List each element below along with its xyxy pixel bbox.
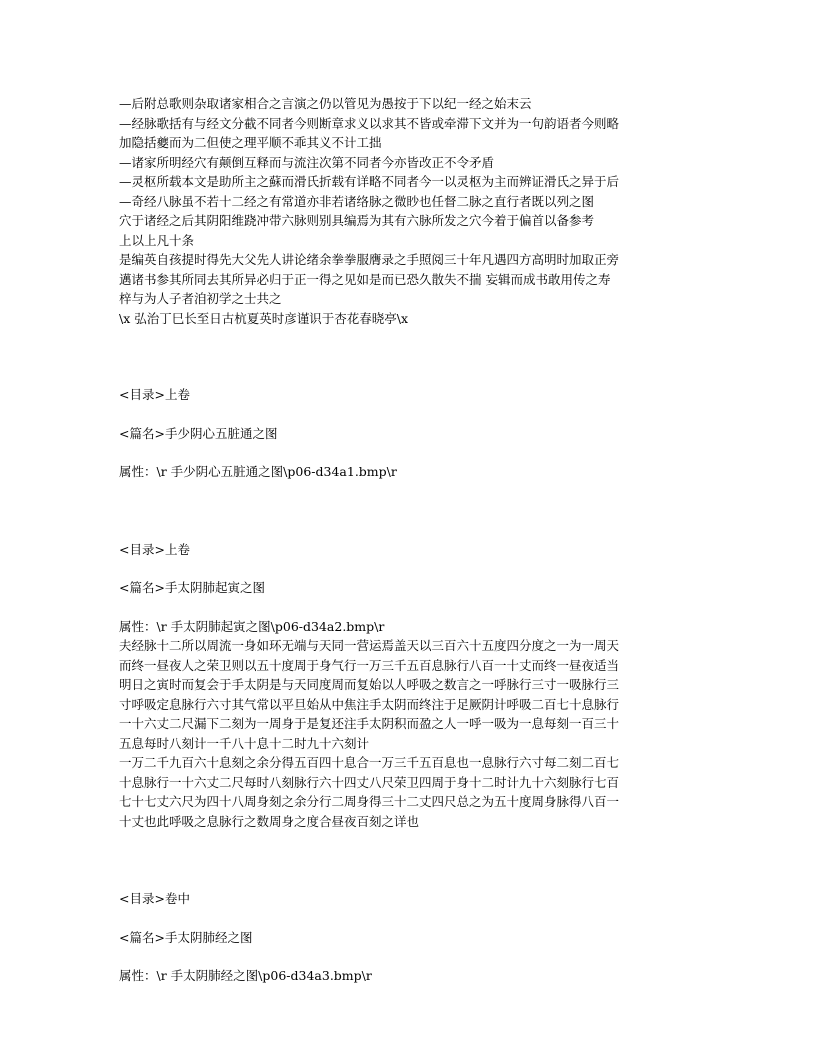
body-line: 寸呼吸定息脉行六寸其气常以平旦始从中焦注手太阴而终注于足厥阴计呼吸二百七十息脉行 xyxy=(119,696,620,712)
body-line: 一万二千九百六十息刻之余分得五百四十息合一万三千五百息也一息脉行六寸每二刻二百七 xyxy=(119,755,620,770)
text-line: 是编英自孩提时得先大父先人讲论绪余拳拳服膺录之手照阅三十年凡遇四方高明时加取正旁 xyxy=(119,252,620,267)
catalog-heading: <目录>上卷 xyxy=(119,387,190,402)
section-2 xyxy=(119,540,697,832)
body-line: 七十七丈六尺为四十八周身刻之余分行二周身得三十二丈四尺总之为五十度周身脉得八百一 xyxy=(119,794,620,809)
attribute-line: 属性：\r 手少阴心五脏通之图\p06-d34a1.bmp\r xyxy=(119,464,397,479)
body-line: 十丈也此呼吸之息脉行之数周身之度合昼夜百刻之详也 xyxy=(119,813,420,829)
body-line: 一十六丈二尺漏下二刻为一周身于是复还注手太阴积而盈之人一呼一吸为一息每刻一百三十 xyxy=(119,716,620,731)
text-line: \x 弘治丁巳长至日古杭夏英时彦谨识于杏花春晓亭\x xyxy=(119,310,408,326)
chapter-heading: <篇名>手太阴肺经之图 xyxy=(119,929,253,945)
body-line: 而终一昼夜人之荣卫则以五十度周于身气行一万三千五百息脉行八百一十丈而终一昼夜适当 xyxy=(119,657,620,673)
text-line: —灵枢所载本文是助所主之蘇而滑氏折载有详略不同者今一以灵枢为主而辨证滑氏之异于后 xyxy=(119,174,620,189)
catalog-heading: <目录>卷中 xyxy=(119,891,190,906)
attribute-line: 属性：\r 手太阴肺起寅之图\p06-d34a2.bmp\r xyxy=(119,618,385,634)
text-line: 穴于诸经之后其阴阳维跷冲带六脉则别具编焉为其有六脉所发之穴今着于偏首以备参考 xyxy=(119,213,595,228)
body-line: 夫经脉十二所以周流一身如环无端与天同一营运焉盖天以三百六十五度四分度之一为一周天 xyxy=(119,638,620,653)
intro-block xyxy=(119,94,697,328)
body-line: 明日之寅时而复会于手太阴是与天同度周而复始以人呼吸之数言之一呼脉行三寸一吸脉行三 xyxy=(119,677,620,692)
text-line: —奇经八脉虽不若十二经之有常道亦非若诸络脉之微眇也任督二脉之直行者既以列之图 xyxy=(119,193,595,209)
text-line: 加隐括夔而为二但使之理平顺不乖其义不计工拙 xyxy=(119,135,382,150)
text-line: 上以上凡十条 xyxy=(119,232,195,248)
text-line: —诸家所明经穴有颠倒互释而与流注次第不同者今亦皆改正不令矛盾 xyxy=(119,154,495,170)
section-3 xyxy=(119,889,697,986)
text-line: —经脉歌括有与经文分截不同者今则断章求义以求其不皆或牵滞下文并为一句韵语者今则略 xyxy=(119,115,620,131)
attribute-line: 属性：\r 手太阴肺经之图\p06-d34a3.bmp\r xyxy=(119,968,372,983)
text-line: —后附总歌则杂取诸家相合之言演之仍以管见为愚按于下以纪一经之始末云 xyxy=(119,96,532,111)
chapter-heading: <篇名>手太阴肺起寅之图 xyxy=(119,580,265,595)
document-page xyxy=(119,94,697,986)
section-1 xyxy=(119,385,697,482)
catalog-heading: <目录>上卷 xyxy=(119,541,190,557)
text-line: 梓与为人子者洎初学之士共之 xyxy=(119,291,282,306)
body-line: 十息脉行一十六丈二尺每时八刻脉行六十四丈八尺荣卫四周于身十二时计九十六刻脉行七百 xyxy=(119,774,620,790)
chapter-heading: <篇名>手少阴心五脏通之图 xyxy=(119,425,278,441)
text-line: 邁诸书参其所同去其所异必归于正一得之见如是而已恐久散失不揣 妄辑而成书敢用传之寿 xyxy=(119,271,611,287)
body-line: 五息每时八刻计一千八十息十二时九十六刻计 xyxy=(119,735,370,751)
